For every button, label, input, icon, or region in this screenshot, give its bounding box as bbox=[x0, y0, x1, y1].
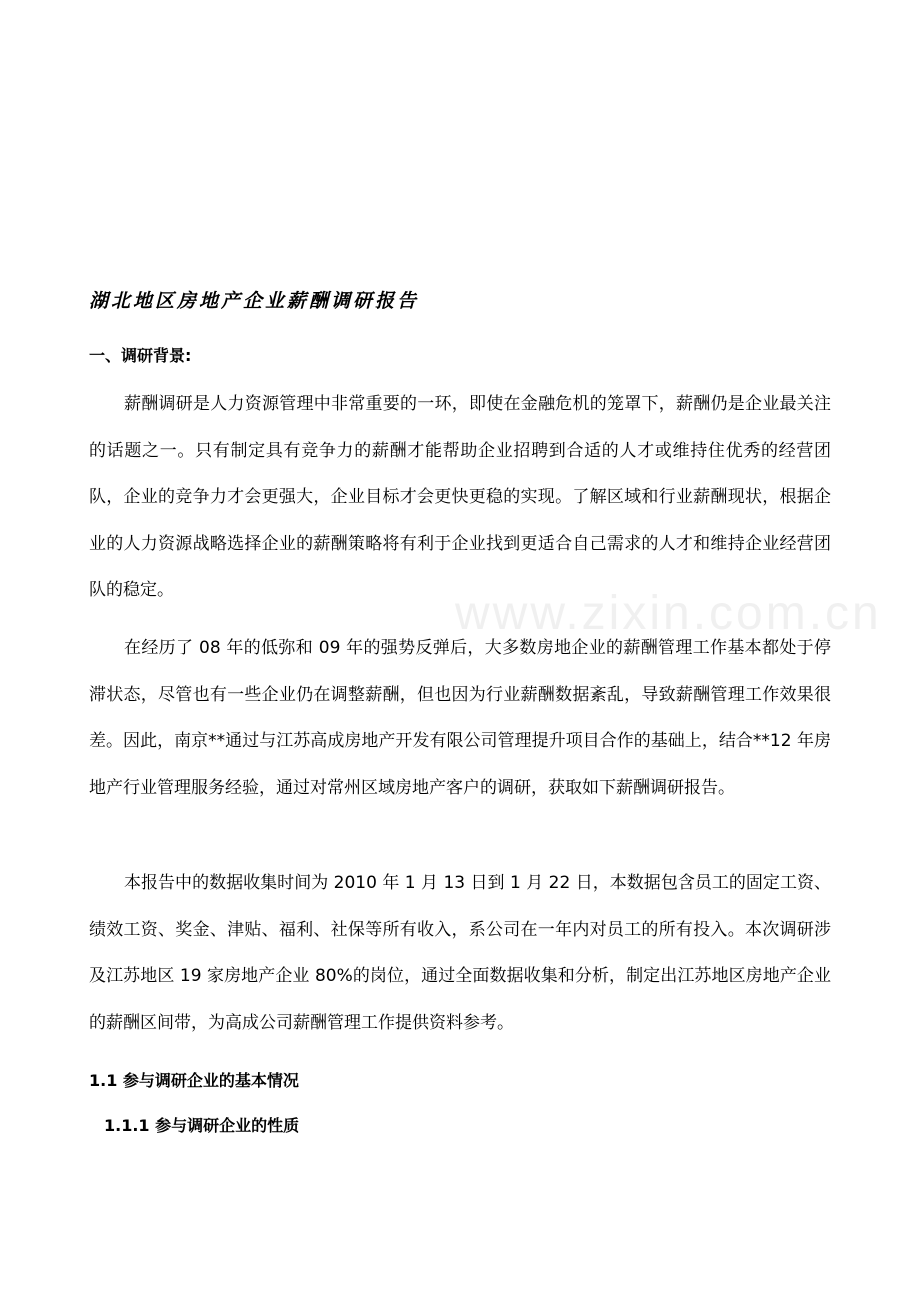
watermark: www.zixin.com.cn bbox=[455, 587, 882, 640]
body-paragraph-3: 本报告中的数据收集时间为 2010 年 1 月 13 日到 1 月 22 日，本数据包含员工的固定工资、绩效工资、奖金、津贴、福利、社保等所有收入，系公司在一年内对员工的所有投入。本次调研涉及江苏地区 19 家房地产企业 80%的岗位，通过全面数据收集和分析，制定出江苏地区房地产企业的薪酬区间带，为高成公司薪酬管理工作提供资料参考。 bbox=[89, 873, 831, 1033]
document-title: 湖北地区房地产企业薪酬调研报告 bbox=[89, 290, 420, 312]
subsection-heading-1-1: 1.1 参与调研企业的基本情况 bbox=[89, 1071, 299, 1090]
section-heading-research-background: 一、调研背景: bbox=[89, 346, 192, 365]
subsection-heading-1-1-1: 1.1.1 参与调研企业的性质 bbox=[104, 1116, 300, 1135]
body-paragraph-2: 在经历了 08 年的低弥和 09 年的强势反弹后，大多数房地企业的薪酬管理工作基本都处于停滞状态，尽管也有一些企业仍在调整薪酬，但也因为行业薪酬数据紊乱，导致薪酬管理工作效果很差。因此，南京**通过与江苏高成房地产开发有限公司管理提升项目合作的基础上，结合**12 年房地产行业管理服务经验，通过对常州区域房地产客户的调研，获取如下薪酬调研报告。 bbox=[89, 638, 831, 798]
body-paragraph-1: 薪酬调研是人力资源管理中非常重要的一环，即使在金融危机的笼罩下，薪酬仍是企业最关注的话题之一。只有制定具有竞争力的薪酬才能帮助企业招聘到合适的人才或维持住优秀的经营团队，企业的竞争力才会更强大，企业目标才会更快更稳的实现。了解区域和行业薪酬现状，根据企业的人力资源战略选择企业的薪酬策略将有利于企业找到更适合自己需求的人才和维持企业经营团队的稳定。 bbox=[89, 394, 831, 600]
